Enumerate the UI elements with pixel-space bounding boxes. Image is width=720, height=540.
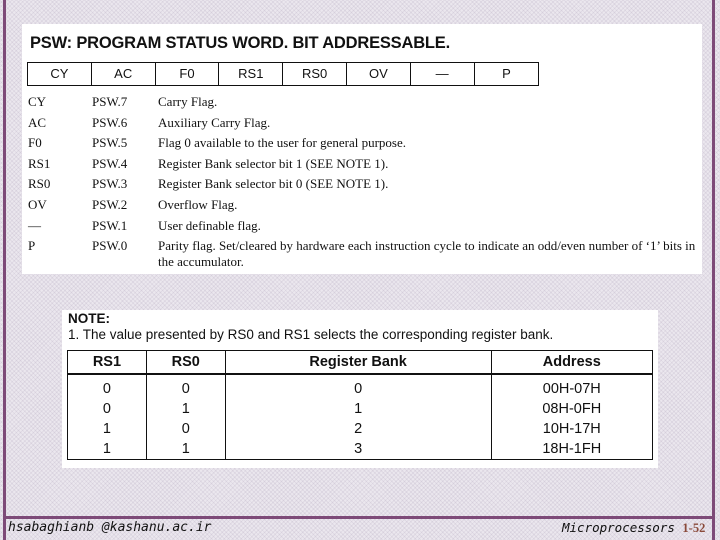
cell-rs0: 0 — [146, 374, 225, 399]
note-title: NOTE: — [68, 311, 110, 326]
bit-position: PSW.5 — [92, 135, 128, 151]
bit-position: PSW.4 — [92, 155, 128, 171]
footer-course-name: Microprocessors — [562, 520, 675, 535]
header-rs1: RS1 — [68, 351, 147, 375]
cell-address: 18H-1FH — [491, 439, 652, 460]
bit-position: PSW.0 — [92, 238, 128, 254]
cell-address: 00H-07H — [491, 374, 652, 399]
bit-description-text: Flag 0 available to the user for general purpose. — [158, 135, 406, 151]
bit-description-text: Overflow Flag. — [158, 196, 238, 212]
bit-name: RS0 — [28, 176, 51, 192]
frame-left-border — [3, 0, 6, 540]
cell-rs0: 1 — [146, 399, 225, 419]
note-panel — [62, 310, 658, 468]
bit-cell-rs1: RS1 — [219, 63, 283, 85]
table-row — [68, 439, 653, 460]
bit-description-text: Auxiliary Carry Flag. — [158, 114, 271, 130]
psw-title: PSW: PROGRAM STATUS WORD. BIT ADDRESSABLE. — [30, 34, 450, 52]
cell-rs1: 1 — [68, 419, 147, 439]
bit-name: P — [28, 238, 36, 254]
bit-position: PSW.3 — [92, 176, 128, 192]
bit-name: — — [28, 217, 41, 233]
footer-course — [562, 520, 705, 536]
bit-cell-cy: CY — [28, 63, 92, 85]
cell-bank: 1 — [225, 399, 491, 419]
bit-name: AC — [28, 114, 47, 130]
bit-cell-user: — — [411, 63, 475, 85]
table-row — [68, 399, 653, 419]
cell-bank: 3 — [225, 439, 491, 460]
register-bank-table — [67, 350, 653, 460]
bit-cell-ac: AC — [92, 63, 156, 85]
bit-description-text: User definable flag. — [158, 217, 261, 233]
cell-bank: 0 — [225, 374, 491, 399]
bit-cell-f0: F0 — [156, 63, 220, 85]
bit-description-text: Register Bank selector bit 1 (SEE NOTE 1). — [158, 155, 389, 171]
footer-email: hsabaghianb @kashanu.ac.ir — [8, 520, 212, 535]
bit-cell-ov: OV — [347, 63, 411, 85]
bit-name: OV — [28, 196, 47, 212]
header-address: Address — [491, 351, 652, 375]
page-number: 1-52 — [682, 521, 706, 535]
psw-panel — [22, 24, 702, 274]
frame-right-border — [712, 0, 715, 540]
bit-position: PSW.2 — [92, 196, 128, 212]
bit-position: PSW.6 — [92, 114, 128, 130]
bit-description-text: Carry Flag. — [158, 94, 218, 109]
cell-bank: 2 — [225, 419, 491, 439]
cell-address: 08H-0FH — [491, 399, 652, 419]
table-row — [68, 419, 653, 439]
cell-rs0: 0 — [146, 419, 225, 439]
cell-rs1: 0 — [68, 374, 147, 399]
bit-position: PSW.1 — [92, 217, 128, 233]
bit-cell-rs0: RS0 — [283, 63, 347, 85]
bit-description-text: Parity flag. Set/cleared by hardware each instruction cycle to indicate an odd/even number of ‘1’ bits in the accumulator. — [158, 238, 696, 270]
table-row — [68, 374, 653, 399]
cell-rs1: 1 — [68, 439, 147, 460]
cell-address: 10H-17H — [491, 419, 652, 439]
cell-rs1: 0 — [68, 399, 147, 419]
header-register-bank: Register Bank — [225, 351, 491, 375]
psw-bit-row — [27, 62, 539, 86]
cell-rs0: 1 — [146, 439, 225, 460]
note-text: 1. The value presented by RS0 and RS1 selects the corresponding register bank. — [68, 327, 554, 342]
frame-bottom-border — [3, 516, 715, 519]
bit-position: PSW.7 — [92, 94, 128, 109]
bit-cell-p: P — [502, 66, 511, 81]
bit-name: CY — [28, 94, 47, 109]
bit-name: RS1 — [28, 155, 51, 171]
header-rs0: RS0 — [146, 351, 225, 375]
table-header-row — [68, 351, 653, 375]
bit-name: F0 — [28, 135, 42, 151]
bit-description-text: Register Bank selector bit 0 (SEE NOTE 1). — [158, 176, 389, 192]
